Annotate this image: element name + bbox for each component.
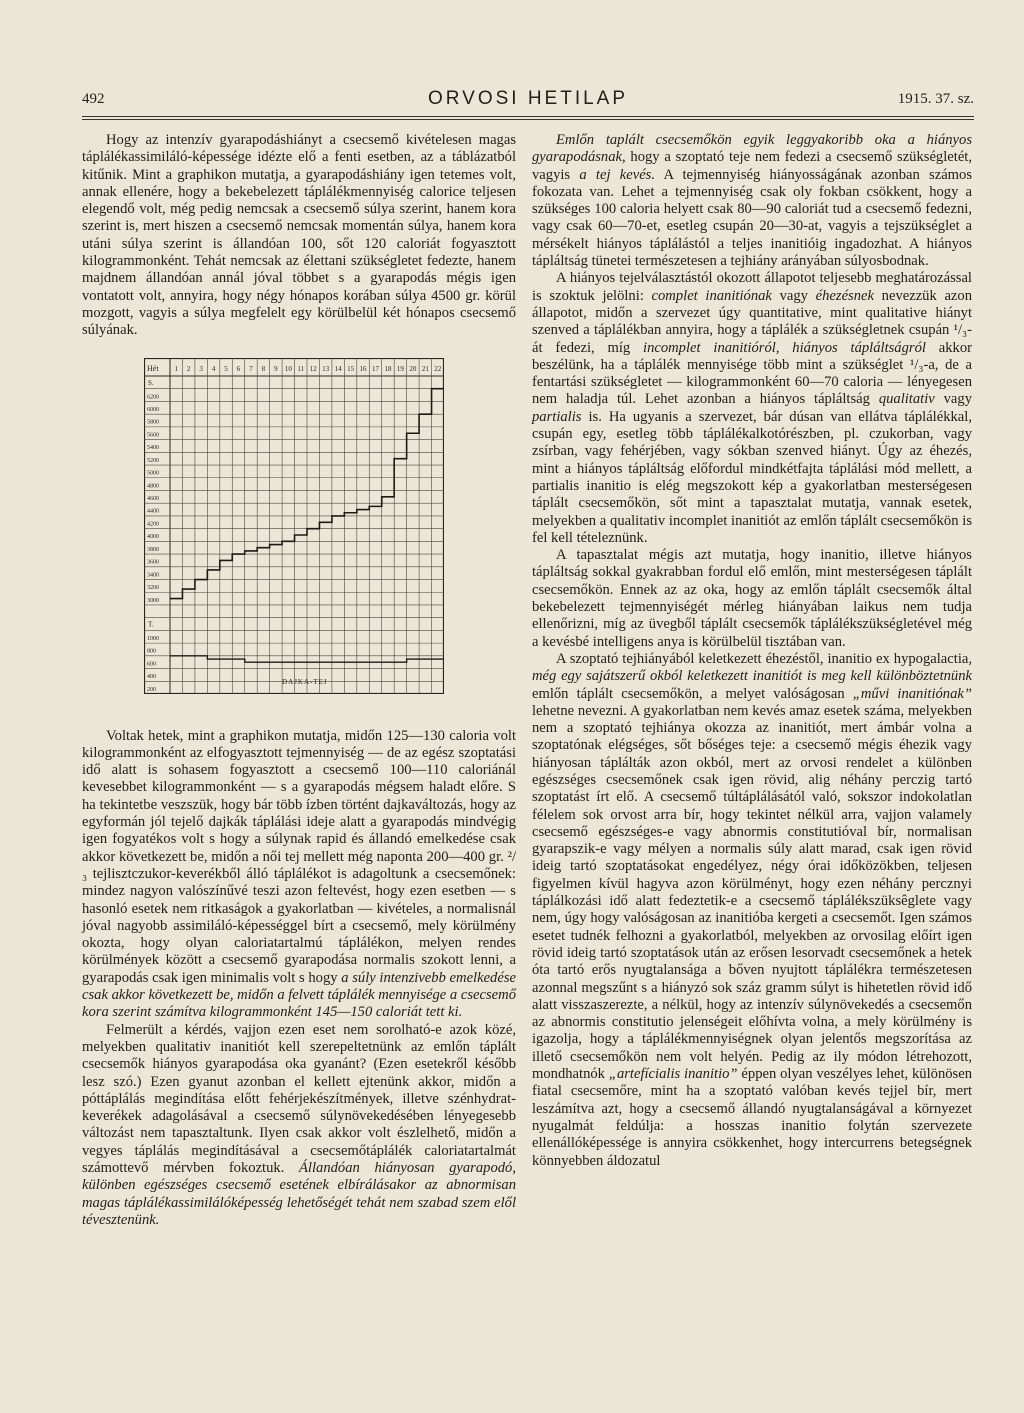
weight-tick-label: 4400	[147, 508, 159, 515]
issue-number: 1915. 37. sz.	[897, 91, 974, 107]
right-p4-italic-3: „artefícialis inanitio”	[608, 1066, 738, 1083]
weight-chart-container	[82, 340, 516, 728]
week-tick-label: 21	[421, 364, 429, 373]
weight-tick-label: 5000	[147, 470, 159, 477]
right-p4-rest: lehetne nevezni. A gyakorlatban nem kevés amaz esetek száma, melyekben nem a szoptató tejhiánya okozza az inanitiót, mert ámbár volna a szoptatónak elégséges, sőt bőséges teje: a csecsemő mégis éhezik vagy hiányosan táplálták azon okból, mert az orvosi rendelet a különben egészséges csecsemőnek csak igen rövid, alig néhány perczig tartó szoptatást írt elő. A csecsemő túltáplálásától való, sokszor indokolatlan félelem sok orvost arra bír, hogy tekintet nélkül arra, vajjon valamely csecsemő egészséges-e vagy abnormis constitutióval bír, normalisan gyarapszik-e vagy mélyen a normalis súly alatt marad, csak igen rövid ideig tartó szoptatásokat engedélyez, négy órai időközökben, teljesen figyelmen kívül hagyva azon körülményt, hogy ezen néhány percznyi táplálkozási idő alatt fedeztetik-e a csecsemő táplálékszüksêglete vagy nem, úgy hogy valóságosan az inanitióba kergeti a csecsemőt. Igen számos esetet tudnék felhozni a gyakorlatból, melyekben az orvosilag előírt igen rövid ideig tartó szoptatások után az erősen lesorvadt csecsemőnek a hetek óta tartó erős nyugtalansága a bőven nyujtott táplálékra természetesen azonnal megszűnt s a hiányzó sok száz gramm súlyt is hihetetlen rövid idő alatt visszaszerezte, a nélkül, hogy az intenzív súlynövekedés a csecsemőn az abnormis constitutio jelenségeit előhívta volna, a mely körülmény is igazolja, hogy a táplálékmennyiségnek olyan jelentős megszorítása az illető csecsemőkön nem volt helyén. Pedig az ily módon létrehozott, mondhatnók	[532, 702, 972, 1083]
left-p2-italic: a súly intenzivebb emelkedése csak akkor következett be, midőn a felvett táplálék mennyisége a csecsemő kora szerint számítva kilogrammonként 145—150 caloriát tett ki.	[82, 969, 516, 1021]
weight-chart	[144, 358, 444, 694]
header-rule	[82, 116, 974, 117]
milk-tick-label: 600	[147, 660, 156, 667]
right-p2-mid: vagy	[779, 287, 808, 304]
left-paragraph-3	[82, 1022, 516, 1230]
right-p1-rest: A tejmennyiség hiányosságának azonban számos fokozata van. Lehet a tejmennyiség csak oly fokban csökkent, hogy a szükséges 100 caloria helyett csak 80—90 caloriát tud a csecsemő fedezni, vagy csak 60—70-et, esetleg csupán 20—30-at, vagyis a tejszükséglet a mérsékelt hiányos táplálástól a teljes inanitióig ingadozhat. A hiányos tápláltság tünetei természetesen a tejhiány arányában súlyosbodnak.	[532, 166, 973, 270]
weight-tick-label: 5400	[147, 444, 159, 451]
weight-tick-label: 3800	[147, 546, 159, 553]
milk-tick-label: 800	[147, 648, 156, 655]
week-tick-label: 18	[384, 364, 392, 373]
weight-tick-label: 4600	[147, 495, 159, 502]
weight-axis-label: S.	[148, 378, 154, 387]
weight-tick-label: 6000	[147, 406, 159, 413]
week-tick-label: 11	[297, 364, 305, 373]
weight-tick-label: 3000	[147, 597, 159, 604]
right-paragraph-1	[532, 132, 972, 270]
left-column	[82, 132, 516, 1229]
right-p2-rest-2: akkor beszélünk, ha a táplálék mennyisége több mint a szükséglet ¹/₃-a, de a fentartási szükségletet — kilogrammonként 60—70 caloria — lényegesen nem haladja túl. Lehet azonban a hiányos tápláltság	[532, 339, 972, 408]
right-p4-italic: még egy sajátszerű okból keletkezett inanitiót is meg kell különböztetnünk	[532, 668, 972, 685]
right-paragraph-3: A tapasztalat mégis azt mutatja, hogy inanitio, illetve hiányos tápláltság sokkal gyakrabban fordul elő emlőn, mint mesterségesen táplált csecsemőkön. Ennek az az oka, hogy az emlőn táplált csecsemők által bekebelezett tejmennyiségét mérleg hiányában laikus nem tudja ellenőrizni, míg az üvegből táplált csecsemők táplálékszükségletével még a kevésbé intelligens anya is körülbelül tisztában van.	[532, 547, 972, 650]
milk-tick-label: 400	[147, 673, 156, 680]
right-p2-italic-4: qualitativ	[878, 391, 935, 408]
page-number: 492	[82, 91, 105, 107]
right-p2-italic-2: éhezésnek	[815, 287, 874, 304]
right-p2-rest: nevezzük azon állapotot, midőn a szervezet úgy quantitative, mint qualitative hiányt szenved a táplálékban annyira, hogy a táplálék a szükségletnek csupán ¹/₃-át fedezi, míg	[532, 287, 972, 356]
page-header	[82, 88, 974, 114]
right-p2-text: A hiányos tejelválasztástól okozott állapotot teljesebb meghatározással is szoktuk jelölni:	[532, 270, 972, 304]
weight-tick-label: 5600	[147, 431, 159, 438]
right-p4-text: A szoptató tejhiányából keletkezett éhezéstől, inanitio ex hypogalactia,	[556, 650, 972, 667]
right-p2-rest-3: is. Ha ugyanis a szervezet, bár dúsan van ellátva táplálékkal, csupán egy, esetleg több táplálékalkotórészben, pl. czukorban, vagy zsírban, vagy fehérjében, vagy sókban szenved hiányt. Úgy az éhezés, mint a hiányos tápláltság előfordul mindkétfajta táplálási mód mellett, a partialis inanitio is elég megszokott kép a gyakorlatban mesterségesen táplált csecsemőkön, sőt mint a tapasztalat mutatja, vannak esetek, melyekben a qualitativ incomplet inanitiót az emlőn táplált csecsemőkön is fel kell tételeznünk.	[532, 408, 972, 546]
week-tick-label: 13	[322, 364, 330, 373]
week-header-label: Hét	[147, 363, 159, 373]
left-p2-text: Voltak hetek, mint a graphikon mutatja, midőn 125—130 caloria volt kilogrammonként az elfogyasztott tejmennyiség — de az egész szoptatási idő alatt is sohasem fogyasztott a csecsemő 100—110 caloriánál kevesebbet kilogrammonként — s a gyarapodás mégsem haladt előre. S ha tekintetbe veszszük, hogy bár több ízben történt dajkaváltozás, hogy az egyformán jól tejelő dajkák táplálási ideje alatt a gyarapodás mindvégig igen fogyatékos volt s hogy a súlynak rapid és állandó emelkedése csak akkor következett be, midőn a női tej mellett még naponta 200—400 gr. ²/₃ tejlisztczukor-keverékből álló táplálékot is adagoltunk a csecsemőnek: mindez nagyon valószínűvé teszi azon feltevést, hogy ezen esetben — s hasonló esetek nem ritkaságok a gyakorlatban — kivételes, a normalisnál jóval nagyobb assimiláló-képességgel bírt a csecsemő, mely körülmény okozta, hogy olyan caloriatartalmú táplálékon, melyen rendes körülmények között a csecsemő gyarapodása normalis szokott lenni, a gyarapodás csak igen minimalis volt s hogy	[82, 727, 516, 986]
right-p1-italic: Emlőn taplált csecsemőkön egyik leggyakoribb oka a hiányos gyarapodásnak,	[532, 132, 972, 166]
weight-tick-label: 3200	[147, 584, 159, 591]
weight-tick-label: 5200	[147, 457, 159, 464]
left-paragraph-1: Hogy az intenzív gyarapodáshiányt a csecsemő kivételesen magas táplálékassimiláló-képessége idézte elő a fenti esetben, az a táblázatból kitűnik. Mint a graphikon mutatja, a gyarapodáshiány igen tetemes volt, annak ellenére, hogy a bekebelezett táplálékmennyiség calorice teljesen elegendő volt, még pedig nemcsak a csecsemő súlya szerint, hanem kora szerint is, mert hiszen a csecsemő nemcsak momentán súlya, hanem kora utáni súlya szerint is állandóan 100, sőt 120 caloriát fogyasztott kilogrammonként. Tehát nemcsak az élettani szükségletet fedezte, hanem majdnem állandóan annál jóval többet s a gyarapodás mégis igen vontatott volt, annyira, hogy négy hónapos korában súlya 4500 gr. körül mozgott, vagyis a súlya megfelelt egy körülbelül két hónapos csecsemő súlyának.	[82, 132, 516, 339]
right-p4-italic-2: „művi inanitiónak”	[852, 685, 972, 702]
week-tick-label: 4	[211, 364, 216, 373]
left-p3-italic: Állandóan hiányosan gyarapodó, különben egészséges csecsemő esetének elbírálásakor az abnormisan magas táplálékassimilálóképesség lehetőségét tehát nem szabad szem elől tévesztenünk.	[82, 1159, 516, 1228]
journal-title: ORVOSI HETILAP	[427, 88, 629, 109]
right-column	[532, 132, 972, 1170]
week-tick-label: 9	[274, 364, 278, 373]
header-rule-2	[82, 119, 974, 120]
weight-tick-label: 5800	[147, 419, 159, 426]
week-tick-label: 22	[434, 364, 442, 373]
right-p4-mid: emlőn táplált csecsemőkön, a melyet valóságosan	[532, 685, 845, 702]
week-tick-label: 7	[249, 364, 253, 373]
week-tick-label: 10	[284, 364, 292, 373]
week-tick-label: 5	[224, 364, 228, 373]
dajka-tej-annotation: DAJKA-TEJ	[282, 677, 328, 686]
left-p3-text: Felmerült a kérdés, vajjon ezen eset nem sorolható-e azok közé, melyekben qualitativ inanitiót kell szerepeltetnünk az emlőn táplált csecsemők hiányos gyarapodása oka gyanánt? (Ezen esetekről később lesz szó.) Ezen gyanut azonban el kellett ejtenünk akkor, midőn a póttáplálás megindítása előtt fehérjekészítmények, illetve szénhydrat-keverékek adagolásával a csecsemő súlynövekedésében lényegesebb változást nem tapasztaltunk. Ilyen csak akkor volt észlelhető, midőn a vegyes táplálás megindításával a csecsemőtáplálék caloriatartalmát számottevő mérvben fokoztuk.	[82, 1021, 516, 1176]
weight-tick-label: 6200	[147, 393, 159, 400]
milk-axis-label: T.	[148, 620, 154, 629]
weight-tick-label: 3400	[147, 571, 159, 578]
right-p4-rest-2: éppen olyan veszélyes lehet, különösen fiatal csecsemőre, mint ha a szoptató valóban kevés tejjel bír, mert leszámítva azt, hogy a csecsemő állandó nyugtalanságával a környezet nyugalmát feldúlja: a hosszas inanitio folytán szervezete ellenállóképessége is annyira csökkenhet, hogy intercurrens betegségnek könnyebben áldozatul	[532, 1066, 973, 1169]
right-paragraph-2	[532, 270, 972, 547]
week-tick-label: 1	[174, 364, 178, 373]
right-p2-italic-3: incomplet inanitióról, hiányos tápláltságról	[643, 339, 926, 356]
milk-tick-label: 200	[147, 686, 156, 693]
right-p2-mid-2: vagy	[943, 391, 972, 408]
weight-tick-label: 4200	[147, 521, 159, 528]
week-tick-label: 19	[396, 364, 404, 373]
weight-tick-label: 4800	[147, 482, 159, 489]
weight-tick-label: 4000	[147, 533, 159, 540]
week-tick-label: 12	[309, 364, 317, 373]
right-p2-italic-5: partialis	[532, 408, 582, 425]
milk-tick-label: 1000	[147, 635, 159, 642]
week-tick-label: 2	[186, 364, 191, 373]
right-paragraph-4	[532, 651, 972, 1170]
week-tick-label: 16	[359, 364, 367, 373]
week-tick-label: 8	[261, 364, 266, 373]
left-paragraph-2	[82, 728, 516, 1022]
weight-tick-label: 3600	[147, 559, 159, 566]
week-tick-label: 6	[236, 364, 241, 373]
right-p1-italic-2: a tej kevés.	[579, 166, 656, 183]
week-tick-label: 17	[372, 364, 379, 373]
week-tick-label: 15	[347, 364, 355, 373]
week-tick-label: 3	[199, 364, 203, 373]
right-p2-italic: complet inanitiónak	[651, 287, 772, 304]
week-tick-label: 14	[334, 364, 342, 373]
right-p1-text: hogy a szoptató teje nem fedezi a csecsemő szükségletét, vagyis	[532, 149, 972, 183]
week-tick-label: 20	[409, 364, 417, 373]
